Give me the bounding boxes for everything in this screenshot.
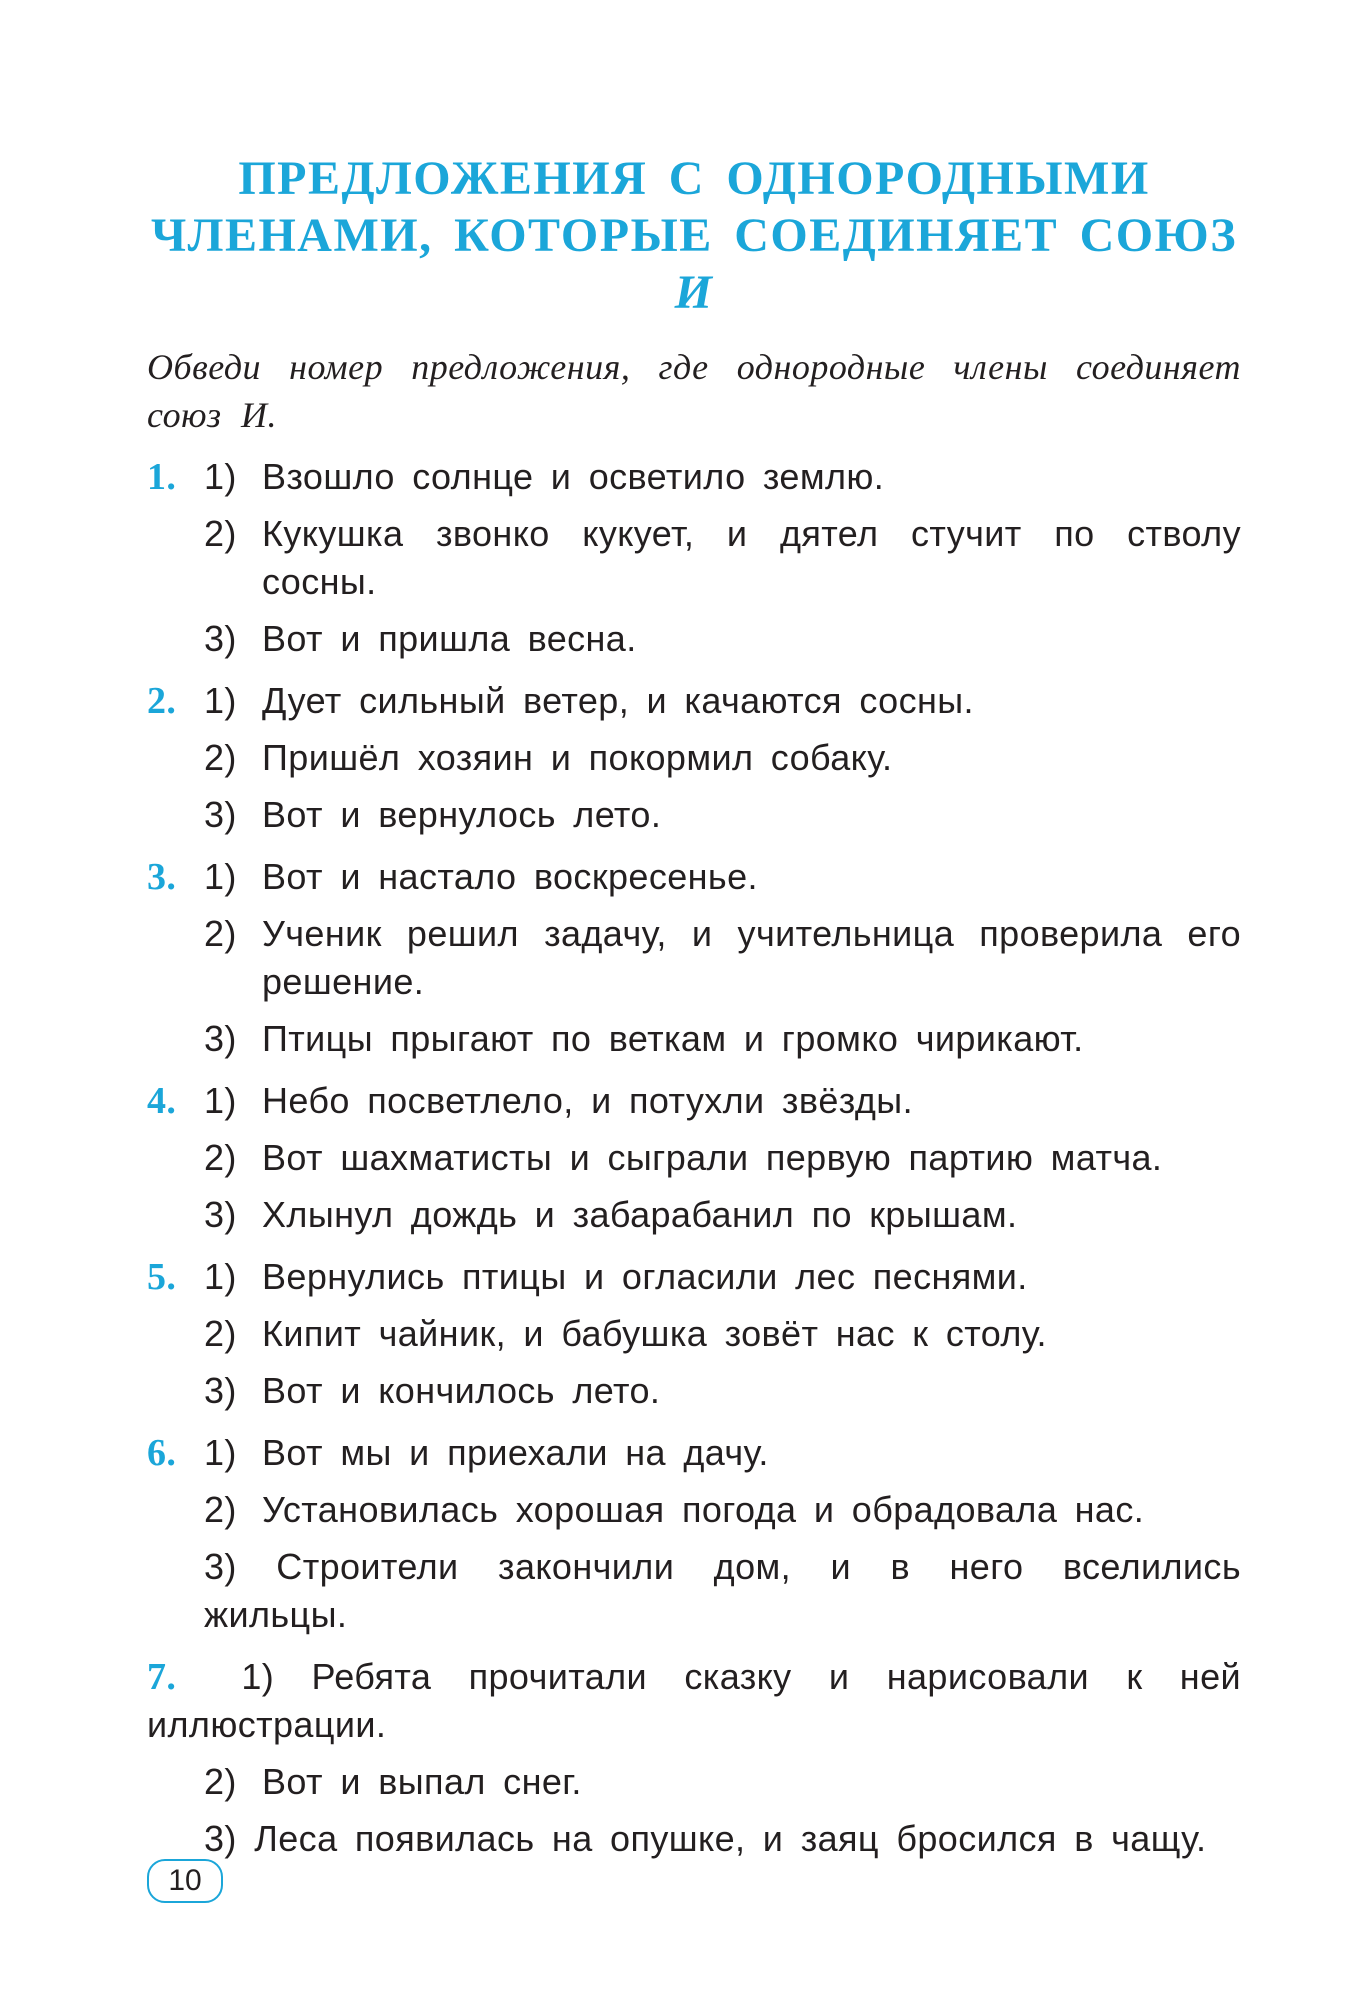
task-2 xyxy=(147,677,1241,839)
task-5 xyxy=(147,1253,1241,1415)
task-item xyxy=(147,1310,1241,1358)
task-number[interactable]: 5. xyxy=(147,1256,177,1298)
task-number[interactable]: 6. xyxy=(147,1432,177,1474)
item-marker: 2) xyxy=(204,1489,237,1530)
task-number-spacer xyxy=(147,1758,204,1806)
task-item xyxy=(147,510,1241,606)
task-item xyxy=(147,1429,1241,1477)
item-marker: 3) xyxy=(204,1818,237,1859)
task-number-spacer xyxy=(147,734,204,782)
item-text: Небо посветлело, и потухли звёзды. xyxy=(262,1080,913,1121)
item-marker: 1) xyxy=(204,1080,237,1121)
item-text: Вот мы и приехали на дачу. xyxy=(262,1432,769,1473)
item-marker: 2) xyxy=(204,737,237,778)
item-marker: 1) xyxy=(204,456,237,497)
title-line-2 xyxy=(147,207,1241,321)
item-text: Вот и вернулось лето. xyxy=(262,794,662,835)
item-text: Пришёл хозяин и покормил собаку. xyxy=(262,737,893,778)
item-text: Кипит чайник, и бабушка зовёт нас к столу. xyxy=(262,1313,1047,1354)
item-marker: 1) xyxy=(204,856,237,897)
item-marker: 2) xyxy=(204,1313,237,1354)
task-number-spacer xyxy=(147,615,204,663)
task-item xyxy=(147,791,1241,839)
item-marker: 2) xyxy=(204,1761,237,1802)
task-item xyxy=(147,1653,1241,1749)
item-text: Вот и кончилось лето. xyxy=(262,1370,661,1411)
item-text: Кукушка звонко кукует, и дятел стучит по стволу сосны. xyxy=(262,513,1241,602)
item-marker: 3) xyxy=(204,1194,237,1235)
item-marker: 2) xyxy=(204,513,237,554)
item-text: Дует сильный ветер, и качаются сосны. xyxy=(262,680,974,721)
item-marker: 3) xyxy=(204,1018,237,1059)
task-number-spacer xyxy=(147,910,204,1006)
item-marker: 3) xyxy=(204,794,237,835)
task-item xyxy=(147,910,1241,1006)
task-item xyxy=(147,734,1241,782)
task-number-spacer xyxy=(147,1134,204,1182)
item-marker: 3) xyxy=(204,618,237,659)
task-number[interactable]: 7. xyxy=(147,1656,177,1698)
task-number[interactable]: 2. xyxy=(147,680,177,722)
task-number-spacer xyxy=(147,1310,204,1358)
item-text: Птицы прыгают по веткам и громко чирикают. xyxy=(262,1018,1084,1059)
task-number-spacer xyxy=(147,1191,204,1239)
task-item xyxy=(147,677,1241,725)
task-number-spacer xyxy=(147,1486,204,1534)
item-text: Вот и настало воскресенье. xyxy=(262,856,758,897)
task-number-spacer xyxy=(147,1015,204,1063)
task-number[interactable]: 4. xyxy=(147,1080,177,1122)
page-title xyxy=(147,150,1241,321)
task-item xyxy=(147,1543,1241,1639)
task-item xyxy=(147,1191,1241,1239)
task-item xyxy=(147,1134,1241,1182)
task-number-spacer xyxy=(147,791,204,839)
item-text: Ребята прочитали сказку и нарисовали к ней иллюстрации. xyxy=(147,1656,1241,1745)
item-marker: 2) xyxy=(204,1137,237,1178)
task-1 xyxy=(147,453,1241,663)
item-marker: 3) xyxy=(204,1546,237,1587)
title-conjunction: И xyxy=(674,266,714,319)
item-marker: 1) xyxy=(241,1656,275,1697)
task-item xyxy=(147,453,1241,501)
task-4 xyxy=(147,1077,1241,1239)
instruction: Обведи номер предложения, где однородные члены соединяет союз И. xyxy=(147,347,1241,435)
item-text: Строители закончили дом, и в него вселились жильцы. xyxy=(204,1546,1241,1635)
item-text: Вот шахматисты и сыграли первую партию матча. xyxy=(262,1137,1163,1178)
item-marker: 1) xyxy=(204,1432,237,1473)
task-6 xyxy=(147,1429,1241,1639)
task-number-spacer xyxy=(147,1367,204,1415)
item-marker: 2) xyxy=(204,913,237,954)
item-text: Взошло солнце и осветило землю. xyxy=(262,456,885,497)
task-item xyxy=(147,853,1241,901)
title-line-1: ПРЕДЛОЖЕНИЯ С ОДНОРОДНЫМИ xyxy=(238,152,1150,205)
item-marker: 1) xyxy=(204,1256,237,1297)
item-text: Вот и пришла весна. xyxy=(262,618,637,659)
task-item xyxy=(147,1815,1241,1863)
task-item xyxy=(147,1253,1241,1301)
task-item xyxy=(147,1077,1241,1125)
task-item xyxy=(147,1015,1241,1063)
item-text: Установилась хорошая погода и обрадовала нас. xyxy=(262,1489,1145,1530)
task-item xyxy=(147,615,1241,663)
task-item xyxy=(147,1486,1241,1534)
task-number[interactable]: 3. xyxy=(147,856,177,898)
title-line-2-text: ЧЛЕНАМИ, КОТОРЫЕ СОЕДИНЯЕТ СОЮЗ xyxy=(150,209,1238,262)
item-marker: 3) xyxy=(204,1370,237,1411)
task-number[interactable]: 1. xyxy=(147,456,177,498)
task-number-spacer xyxy=(147,510,204,606)
item-text: Вот и выпал снег. xyxy=(262,1761,582,1802)
item-text: Леса появилась на опушке, и заяц бросился в чащу. xyxy=(254,1818,1207,1859)
task-item xyxy=(147,1367,1241,1415)
item-text: Ученик решил задачу, и учительница проверила его решение. xyxy=(262,913,1241,1002)
task-3 xyxy=(147,853,1241,1063)
item-text: Хлынул дождь и забарабанил по крышам. xyxy=(262,1194,1018,1235)
item-text: Вернулись птицы и огласили лес песнями. xyxy=(262,1256,1028,1297)
task-7 xyxy=(147,1653,1241,1863)
worksheet-page xyxy=(147,150,1241,1872)
item-marker: 1) xyxy=(204,680,237,721)
task-item xyxy=(147,1758,1241,1806)
page-number-badge: 10 xyxy=(147,1859,223,1903)
